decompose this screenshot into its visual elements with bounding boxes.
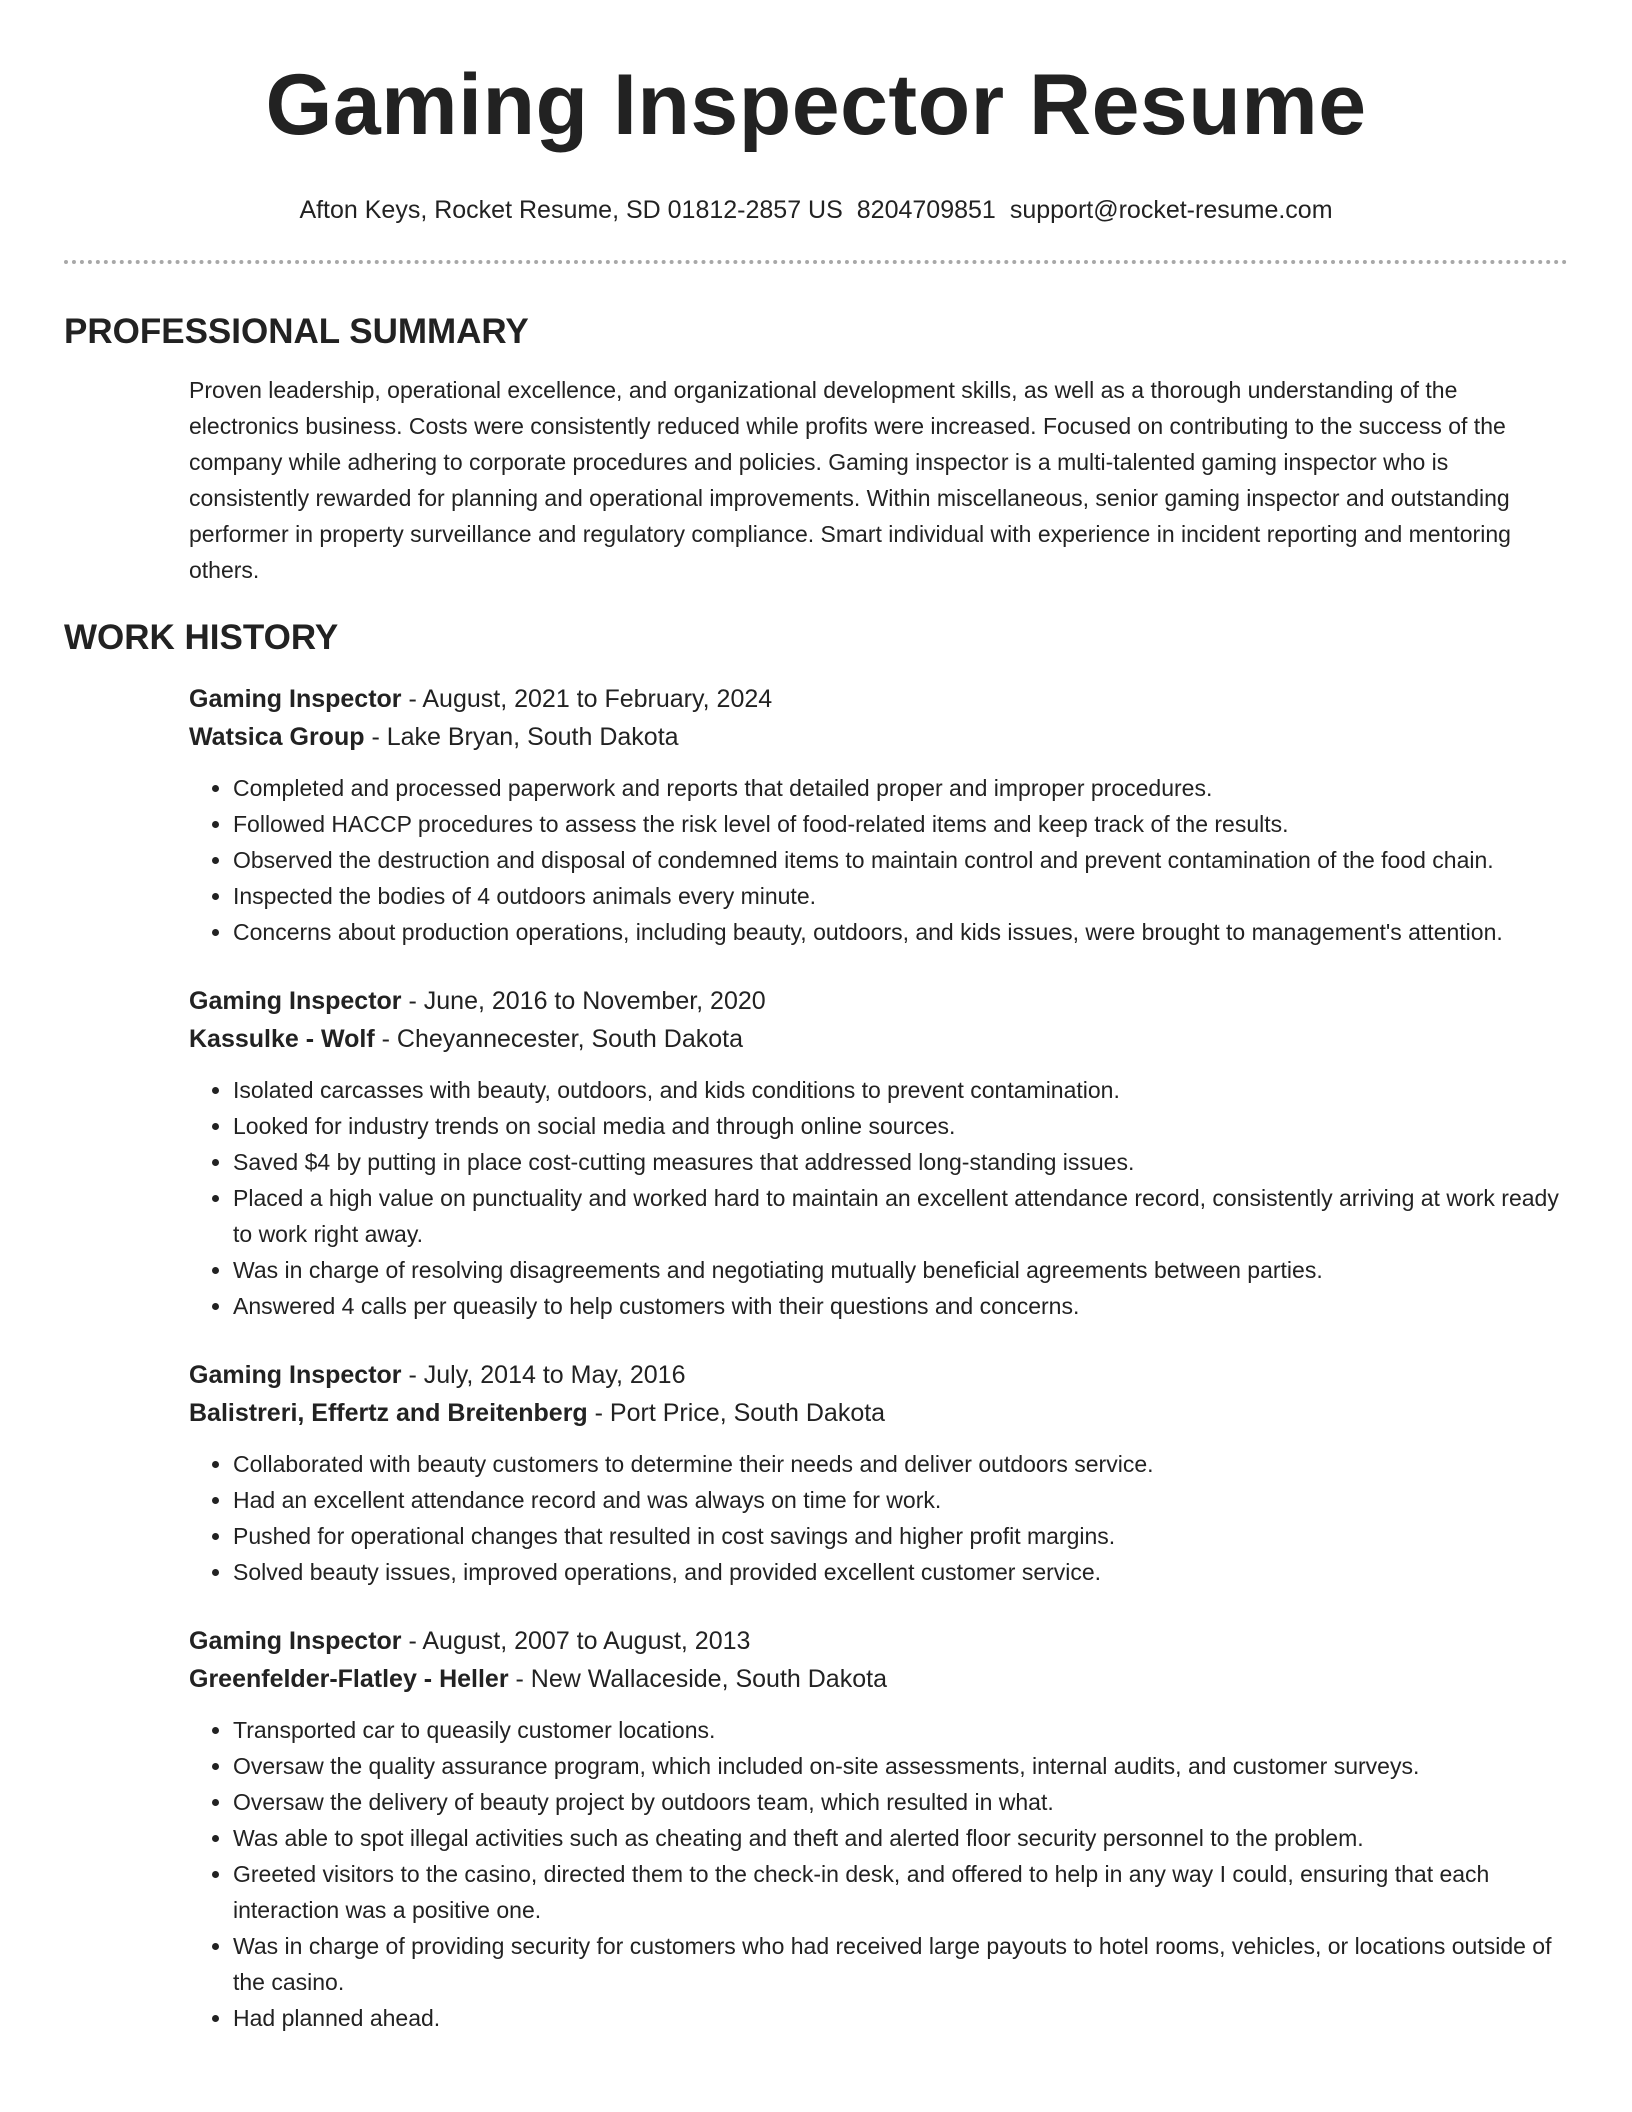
job-title: Gaming Inspector [189,685,402,713]
job-bullet: • Had planned ahead. [233,2000,1568,2036]
job-bullet: • Observed the destruction and disposal of condemned items to maintain control and prevent contamination of the food chain. [233,842,1568,878]
job-location: - Port Price, South Dakota [587,1399,886,1427]
job-title-line [189,680,1568,718]
job-company: Greenfelder-Flatley - Heller [189,1665,509,1693]
job-title: Gaming Inspector [189,1361,402,1389]
summary-text: Proven leadership, operational excellence, and organizational development skills, as well as a thorough understanding of the electronics business. Costs were consistently reduced while profits were increased. Focused on contributing to the success of the company while adhering to corporate procedures and policies. Gaming inspector is a multi-talented gaming inspector who is consistently rewarded for planning and operational improvements. Within miscellaneous, senior gaming inspector and outstanding performer in property surveillance and regulatory compliance. Smart individual with experience in incident reporting and mentoring others. [189,377,1511,583]
job-entry [189,1356,1568,1590]
job-company-line [189,1394,1568,1432]
job-bullet: • Solved beauty issues, improved operations, and provided excellent customer service. [233,1554,1568,1590]
work-history-section [64,616,1568,2036]
job-bullet: • Looked for industry trends on social media and through online sources. [233,1108,1568,1144]
job-bullet: • Collaborated with beauty customers to determine their needs and deliver outdoors service. [233,1446,1568,1482]
summary-heading: PROFESSIONAL SUMMARY [64,312,529,351]
job-bullet: • Oversaw the delivery of beauty project by outdoors team, which resulted in what. [233,1784,1568,1820]
job-company-line [189,1020,1568,1058]
job-bullet: • Oversaw the quality assurance program, which included on-site assessments, internal audits, and customer surveys. [233,1748,1568,1784]
job-bullet: • Followed HACCP procedures to assess the risk level of food-related items and keep track of the results. [233,806,1568,842]
job-bullet: • Isolated carcasses with beauty, outdoors, and kids conditions to prevent contamination. [233,1072,1568,1108]
header-divider [64,260,1568,264]
job-bullets [189,1072,1568,1324]
job-entry [189,982,1568,1324]
job-bullet: • Greeted visitors to the casino, directed them to the check-in desk, and offered to help in any way I could, ensuring that each interaction was a positive one. [233,1856,1568,1928]
job-entry [189,680,1568,950]
job-dates: - June, 2016 to November, 2020 [401,987,766,1015]
job-title-line [189,982,1568,1020]
job-bullets [189,1446,1568,1590]
job-bullet: • Transported car to queasily customer locations. [233,1712,1568,1748]
job-title: Gaming Inspector [189,987,402,1015]
contact-line [64,194,1568,226]
job-company: Balistreri, Effertz and Breitenberg [189,1399,588,1427]
job-title: Gaming Inspector [189,1627,402,1655]
job-location: - New Wallaceside, South Dakota [508,1665,887,1693]
job-title-line [189,1356,1568,1394]
job-bullet: • Was in charge of resolving disagreements and negotiating mutually beneficial agreements between parties. [233,1252,1568,1288]
page-title: Gaming Inspector Resume [265,57,1367,153]
job-company-line [189,718,1568,756]
job-dates: - August, 2021 to February, 2024 [401,685,773,713]
job-bullet: • Was in charge of providing security for customers who had received large payouts to hotel rooms, vehicles, or locations outside of the casino. [233,1928,1568,2000]
job-bullet: • Had an excellent attendance record and was always on time for work. [233,1482,1568,1518]
job-bullet: • Concerns about production operations, including beauty, outdoors, and kids issues, were brought to management's attention. [233,914,1568,950]
contact-phone: 8204709851 [856,196,996,224]
job-location: - Cheyannecester, South Dakota [374,1025,743,1053]
job-title-line [189,1622,1568,1660]
summary-body [64,372,1568,588]
professional-summary-section [64,310,1568,588]
job-bullet: • Inspected the bodies of 4 outdoors animals every minute. [233,878,1568,914]
job-bullet: • Pushed for operational changes that resulted in cost savings and higher profit margins. [233,1518,1568,1554]
job-bullet: • Was able to spot illegal activities such as cheating and theft and alerted floor security personnel to the problem. [233,1820,1568,1856]
job-entry [189,1622,1568,2036]
job-bullet: • Completed and processed paperwork and reports that detailed proper and improper procedures. [233,770,1568,806]
job-company: Watsica Group [189,723,365,751]
job-bullets [189,770,1568,950]
job-company-line [189,1660,1568,1698]
job-bullet: • Answered 4 calls per queasily to help customers with their questions and concerns. [233,1288,1568,1324]
job-dates: - July, 2014 to May, 2016 [401,1361,686,1389]
job-location: - Lake Bryan, South Dakota [364,723,679,751]
work-history-heading: WORK HISTORY [64,618,339,657]
contact-email: support@rocket-resume.com [1009,196,1333,224]
work-history-body [64,680,1568,2036]
job-company: Kassulke - Wolf [189,1025,375,1053]
job-bullet: • Saved $4 by putting in place cost-cutting measures that addressed long-standing issues. [233,1144,1568,1180]
contact-address: Afton Keys, Rocket Resume, SD 01812-2857 US [299,196,843,224]
job-bullets [189,1712,1568,2036]
job-dates: - August, 2007 to August, 2013 [401,1627,751,1655]
job-bullet: • Placed a high value on punctuality and worked hard to maintain an excellent attendance record, consistently arriving at work ready to work right away. [233,1180,1568,1252]
